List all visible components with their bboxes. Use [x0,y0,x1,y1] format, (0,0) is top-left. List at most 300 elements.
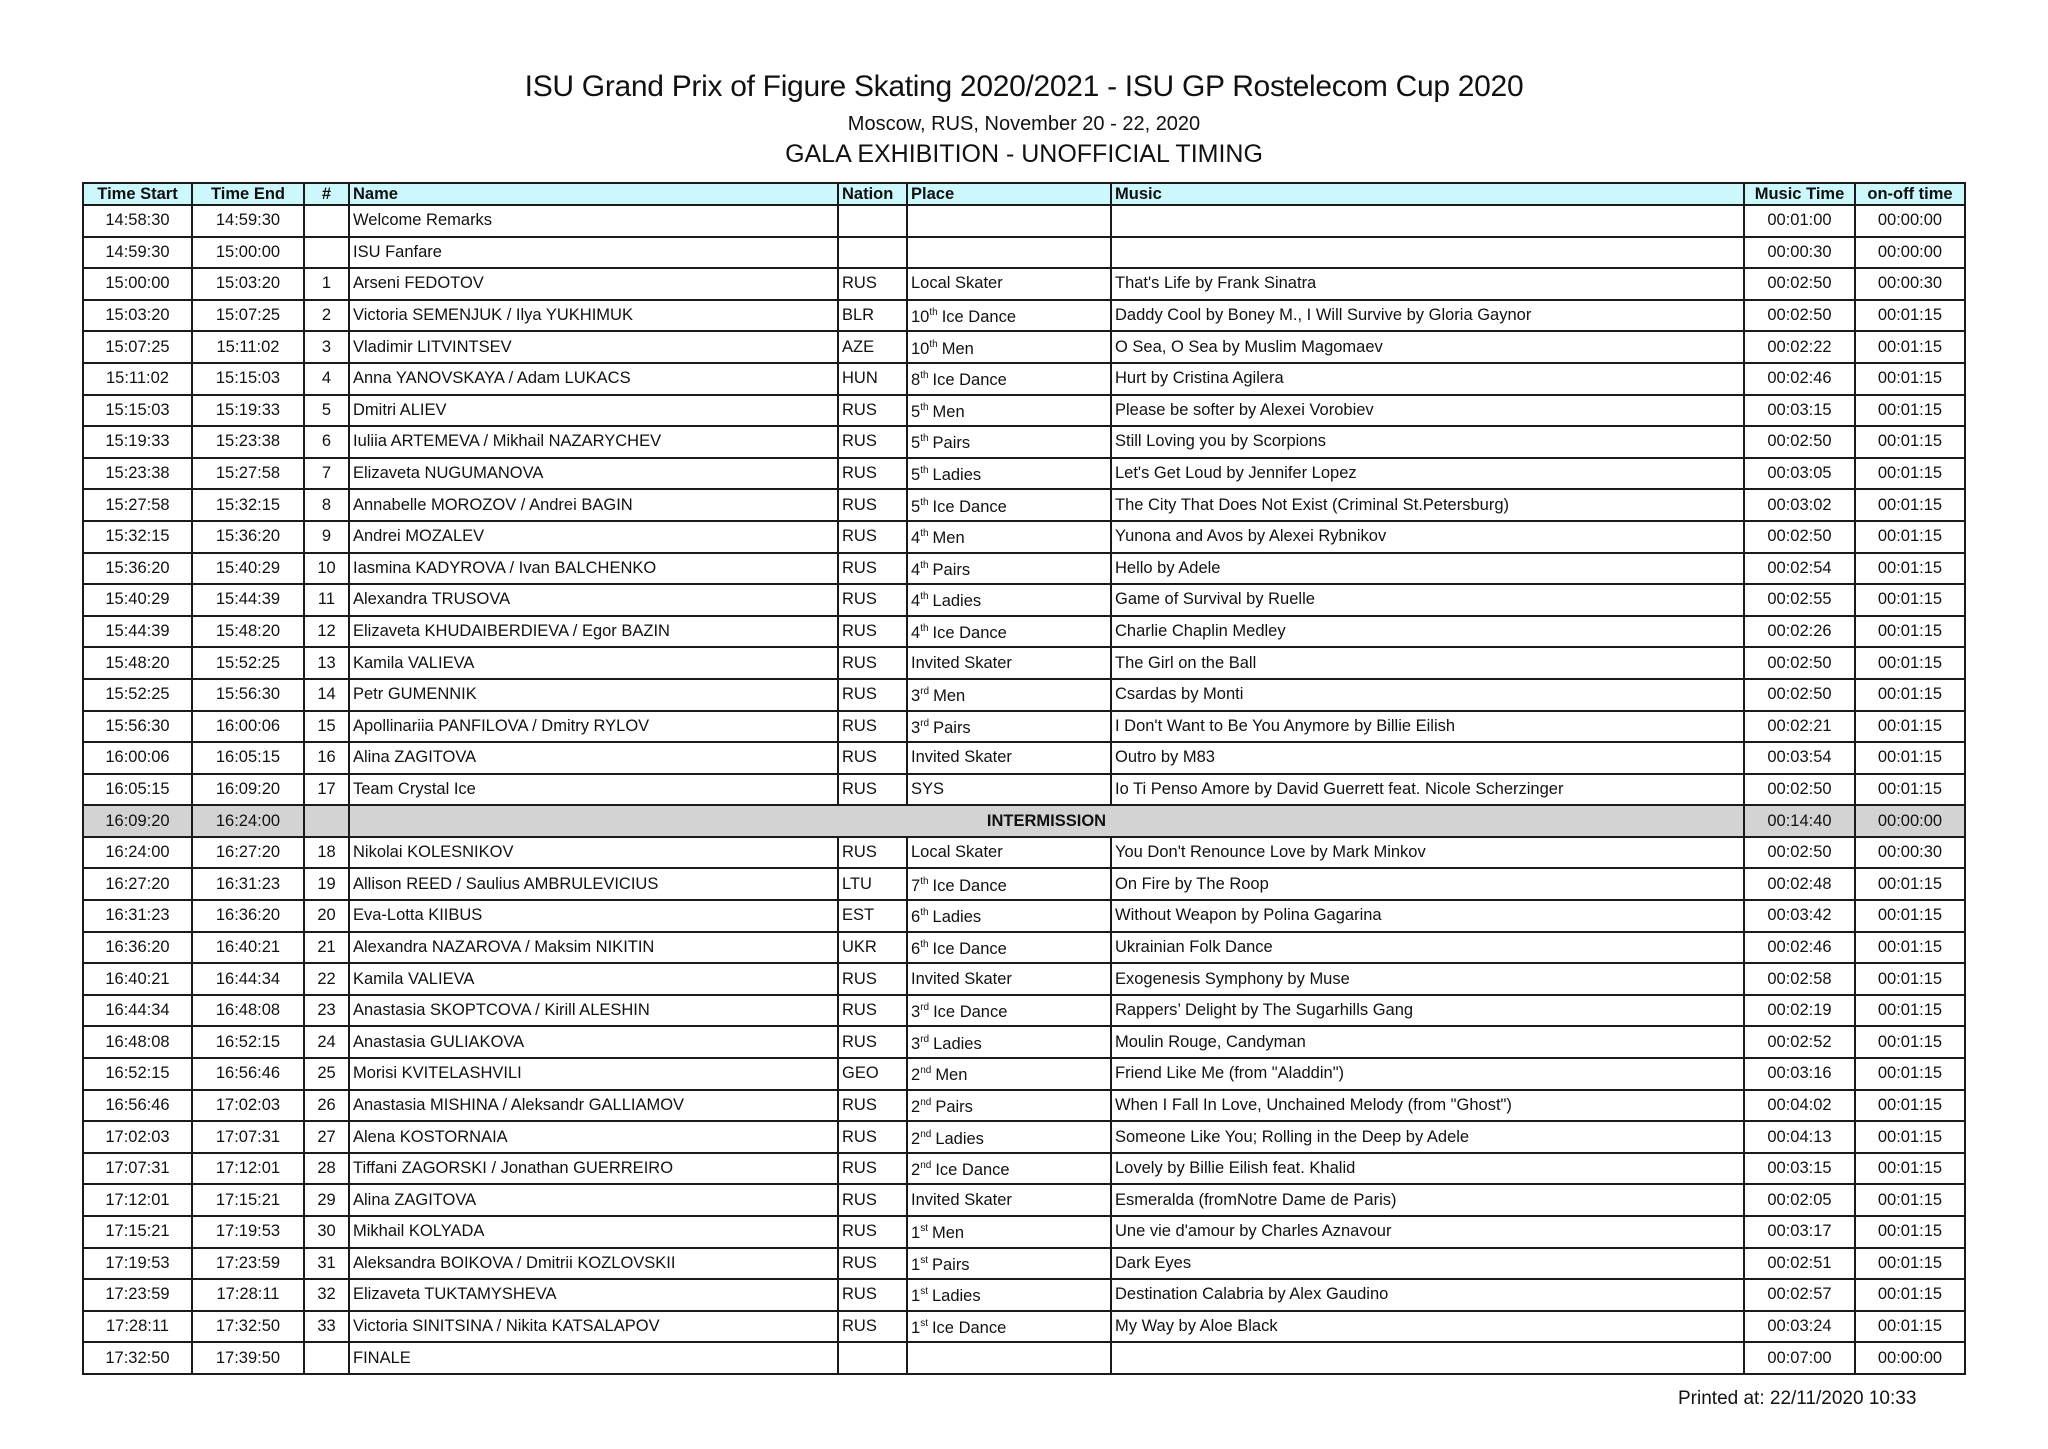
time-start-cell: 15:32:15 [83,521,192,553]
name-cell: Anastasia SKOPTCOVA / Kirill ALESHIN [349,995,838,1027]
nation-cell: RUS [838,711,907,743]
name-cell: Iuliia ARTEMEVA / Mikhail NAZARYCHEV [349,426,838,458]
place-rank: 1 [911,1287,921,1306]
number-cell: 14 [304,679,349,711]
name-cell: FINALE [349,1342,838,1374]
music-time-cell: 00:02:54 [1744,553,1855,585]
time-end-cell: 16:44:34 [192,963,304,995]
place-value [911,1256,970,1274]
place-cell [907,1090,1111,1122]
number-cell: 8 [304,489,349,521]
time-end-cell: 15:23:38 [192,426,304,458]
time-start-cell: 15:15:03 [83,395,192,427]
place-cell [907,900,1111,932]
time-end-cell: 16:05:15 [192,742,304,774]
place-rank: 4 [911,529,921,548]
time-end-cell: 15:56:30 [192,679,304,711]
place-value [911,1191,1012,1209]
place-cell [907,553,1111,585]
place-cell [907,932,1111,964]
table-row [83,1184,1965,1216]
place-cell [907,1279,1111,1311]
number-cell: 33 [304,1311,349,1343]
music-cell: Hello by Adele [1111,553,1744,585]
music-time-cell: 00:02:50 [1744,837,1855,869]
column-header-name: Name [349,183,838,205]
place-category: Men [941,339,974,358]
place-rank-suffix: rd [920,686,930,698]
time-start-cell: 16:52:15 [83,1058,192,1090]
on-off-time-cell: 00:00:30 [1855,837,1965,869]
place-category: Pairs [931,1255,970,1274]
music-time-cell: 00:04:13 [1744,1121,1855,1153]
time-end-cell: 15:27:58 [192,458,304,490]
number-cell: 5 [304,395,349,427]
nation-cell: RUS [838,774,907,806]
place-category: Pairs [932,434,971,453]
time-start-cell: 16:40:21 [83,963,192,995]
number-cell [304,1342,349,1374]
time-start-cell: 16:05:15 [83,774,192,806]
number-cell: 22 [304,963,349,995]
time-end-cell: 15:52:25 [192,647,304,679]
music-time-cell: 00:02:21 [1744,711,1855,743]
nation-cell: AZE [838,331,907,363]
place-value [911,654,1012,672]
number-cell: 23 [304,995,349,1027]
printed-at-timestamp: Printed at: 22/11/2020 10:33 [1678,1388,1917,1409]
place-cell [907,1184,1111,1216]
nation-cell: RUS [838,995,907,1027]
number-cell: 21 [304,932,349,964]
time-start-cell: 15:23:38 [83,458,192,490]
on-off-time-cell: 00:01:15 [1855,521,1965,553]
number-cell: 10 [304,553,349,585]
table-row [83,205,1965,237]
number-cell: 2 [304,300,349,332]
music-time-cell: 00:02:51 [1744,1248,1855,1280]
number-cell: 18 [304,837,349,869]
column-header-music: Music [1111,183,1744,205]
number-cell: 32 [304,1279,349,1311]
name-cell: Iasmina KADYROVA / Ivan BALCHENKO [349,553,838,585]
place-value [911,1035,982,1053]
place-rank: 1 [911,1224,921,1243]
number-cell: 25 [304,1058,349,1090]
place-rank-suffix: rd [920,717,930,729]
time-start-cell: 14:58:30 [83,205,192,237]
place-rank-suffix: nd [920,1160,932,1172]
place-cell [907,331,1111,363]
place-category: Ladies [933,1034,982,1053]
place-value [911,434,970,452]
on-off-time-cell: 00:01:15 [1855,584,1965,616]
time-end-cell: 16:27:20 [192,837,304,869]
place-category: Pairs [932,560,971,579]
place-rank-suffix: th [920,528,929,540]
place-category: Pairs [935,1097,973,1116]
name-cell: Welcome Remarks [349,205,838,237]
table-row [83,1090,1965,1122]
name-cell: Victoria SINITSINA / Nikita KATSALAPOV [349,1311,838,1343]
time-end-cell: 16:56:46 [192,1058,304,1090]
music-time-cell: 00:02:50 [1744,521,1855,553]
music-time-cell: 00:02:50 [1744,268,1855,300]
place-cell [907,679,1111,711]
place-value [911,1224,964,1242]
table-row [83,237,1965,269]
nation-cell: RUS [838,521,907,553]
on-off-time-cell: 00:01:15 [1855,1216,1965,1248]
music-time-cell: 00:03:16 [1744,1058,1855,1090]
nation-cell: RUS [838,395,907,427]
time-start-cell: 15:52:25 [83,679,192,711]
music-time-cell: 00:03:15 [1744,395,1855,427]
table-row [83,268,1965,300]
place-rank: 10 [911,339,930,358]
music-cell: I Don't Want to Be You Anymore by Billie Eilish [1111,711,1744,743]
place-rank-suffix: rd [920,1002,930,1014]
name-cell: Annabelle MOROZOV / Andrei BAGIN [349,489,838,521]
table-row [83,458,1965,490]
time-end-cell: 16:48:08 [192,995,304,1027]
music-cell [1111,205,1744,237]
place-category: Men [931,1224,965,1243]
place-rank: 1 [911,1319,921,1338]
music-cell: Io Ti Penso Amore by David Guerrett feat. Nicole Scherzinger [1111,774,1744,806]
time-start-cell: 16:27:20 [83,868,192,900]
on-off-time-cell: 00:01:15 [1855,995,1965,1027]
intermission-label: INTERMISSION [349,805,1744,837]
time-end-cell: 17:23:59 [192,1248,304,1280]
music-cell: When I Fall In Love, Unchained Melody (from "Ghost") [1111,1090,1744,1122]
name-cell: Mikhail KOLYADA [349,1216,838,1248]
place-value [911,1003,1007,1021]
table-row [83,1153,1965,1185]
table-row [83,395,1965,427]
nation-cell: RUS [838,489,907,521]
music-time-cell: 00:02:48 [1744,868,1855,900]
name-cell: Alexandra TRUSOVA [349,584,838,616]
music-cell: Friend Like Me (from "Aladdin") [1111,1058,1744,1090]
music-time-cell: 00:02:55 [1744,584,1855,616]
time-end-cell: 16:36:20 [192,900,304,932]
music-cell: Daddy Cool by Boney M., I Will Survive by Gloria Gaynor [1111,300,1744,332]
place-rank: 3 [911,1003,921,1022]
name-cell: Andrei MOZALEV [349,521,838,553]
on-off-time-cell: 00:01:15 [1855,742,1965,774]
time-end-cell: 15:40:29 [192,553,304,585]
on-off-time-cell: 00:00:00 [1855,237,1965,269]
place-rank-suffix: th [920,433,929,445]
name-cell: Eva-Lotta KIIBUS [349,900,838,932]
music-cell: Lovely by Billie Eilish feat. Khalid [1111,1153,1744,1185]
place-cell [907,458,1111,490]
music-time-cell: 00:02:26 [1744,616,1855,648]
on-off-time-cell: 00:00:00 [1855,1342,1965,1374]
time-end-cell: 17:28:11 [192,1279,304,1311]
place-rank-suffix: th [929,307,938,319]
time-start-cell: 16:09:20 [83,805,192,837]
time-start-cell: 16:00:06 [83,742,192,774]
time-end-cell: 17:12:01 [192,1153,304,1185]
on-off-time-cell: 00:00:00 [1855,805,1965,837]
place-rank: 6 [911,908,921,927]
place-cell [907,300,1111,332]
music-time-cell: 00:02:58 [1744,963,1855,995]
time-end-cell: 16:31:23 [192,868,304,900]
nation-cell: EST [838,900,907,932]
on-off-time-cell: 00:01:15 [1855,426,1965,458]
place-category: Ice Dance [932,371,1007,390]
place-rank: 2 [911,1066,921,1085]
number-cell: 3 [304,331,349,363]
name-cell: Arseni FEDOTOV [349,268,838,300]
name-cell: Allison REED / Saulius AMBRULEVICIUS [349,868,838,900]
name-cell: Kamila VALIEVA [349,963,838,995]
on-off-time-cell: 00:00:30 [1855,268,1965,300]
time-end-cell: 16:00:06 [192,711,304,743]
place-category: Men [933,687,966,706]
nation-cell [838,237,907,269]
column-header-time-end: Time End [192,183,304,205]
place-rank-suffix: st [920,1254,928,1266]
time-start-cell: 17:07:31 [83,1153,192,1185]
name-cell: Anastasia GULIAKOVA [349,1026,838,1058]
time-end-cell: 15:48:20 [192,616,304,648]
nation-cell: RUS [838,1026,907,1058]
on-off-time-cell: 00:01:15 [1855,1248,1965,1280]
nation-cell: RUS [838,1311,907,1343]
place-rank: 3 [911,718,921,737]
place-category: Local Skater [911,843,1003,862]
music-time-cell: 00:02:46 [1744,932,1855,964]
table-row [83,1311,1965,1343]
place-cell [907,521,1111,553]
number-cell: 30 [304,1216,349,1248]
music-cell: Esmeralda (fromNotre Dame de Paris) [1111,1184,1744,1216]
place-rank-suffix: th [920,370,929,382]
time-start-cell: 16:24:00 [83,837,192,869]
place-cell [907,237,1111,269]
music-cell: Rappers’ Delight by The Sugarhills Gang [1111,995,1744,1027]
music-cell: Yunona and Avos by Alexei Rybnikov [1111,521,1744,553]
place-category: Ice Dance [931,1319,1007,1338]
number-cell: 4 [304,363,349,395]
number-cell: 13 [304,647,349,679]
number-cell: 31 [304,1248,349,1280]
place-cell [907,1311,1111,1343]
number-cell: 19 [304,868,349,900]
nation-cell: GEO [838,1058,907,1090]
music-time-cell: 00:00:30 [1744,237,1855,269]
place-value [911,970,1012,988]
time-end-cell: 15:11:02 [192,331,304,363]
time-end-cell: 15:19:33 [192,395,304,427]
place-rank: 5 [911,497,921,516]
place-cell [907,363,1111,395]
place-rank: 2 [911,1161,921,1180]
table-row [83,553,1965,585]
on-off-time-cell: 00:01:15 [1855,1121,1965,1153]
place-category: Invited Skater [911,1190,1012,1209]
music-cell: The Girl on the Ball [1111,647,1744,679]
time-start-cell: 15:27:58 [83,489,192,521]
time-end-cell: 15:03:20 [192,268,304,300]
number-cell: 26 [304,1090,349,1122]
table-row [83,1279,1965,1311]
place-cell [907,647,1111,679]
name-cell: Aleksandra BOIKOVA / Dmitrii KOZLOVSKII [349,1248,838,1280]
table-row [83,1248,1965,1280]
nation-cell: RUS [838,679,907,711]
number-cell: 9 [304,521,349,553]
music-cell: Please be softer by Alexei Vorobiev [1111,395,1744,427]
place-cell [907,616,1111,648]
place-value [911,719,971,737]
time-start-cell: 15:03:20 [83,300,192,332]
time-end-cell: 15:36:20 [192,521,304,553]
table-body [83,205,1965,1374]
time-end-cell: 17:39:50 [192,1342,304,1374]
place-rank: 2 [911,1129,921,1148]
music-cell: Hurt by Cristina Agilera [1111,363,1744,395]
column-header-music-time: Music Time [1744,183,1855,205]
place-rank-suffix: nd [920,1128,932,1140]
place-value [911,561,970,579]
nation-cell: RUS [838,1279,907,1311]
place-rank: 5 [911,466,921,485]
place-value [911,466,981,484]
place-value [911,403,965,421]
nation-cell: UKR [838,932,907,964]
on-off-time-cell: 00:01:15 [1855,1090,1965,1122]
table-header-row [83,183,1965,205]
time-end-cell: 17:15:21 [192,1184,304,1216]
on-off-time-cell: 00:01:15 [1855,300,1965,332]
place-category: Invited Skater [911,748,1012,767]
on-off-time-cell: 00:01:15 [1855,1311,1965,1343]
on-off-time-cell: 00:01:15 [1855,616,1965,648]
time-start-cell: 16:48:08 [83,1026,192,1058]
nation-cell: RUS [838,1216,907,1248]
music-time-cell: 00:03:05 [1744,458,1855,490]
place-cell [907,1026,1111,1058]
place-rank-suffix: th [920,623,929,635]
time-end-cell: 16:52:15 [192,1026,304,1058]
place-rank: 8 [911,371,921,390]
on-off-time-cell: 00:01:15 [1855,331,1965,363]
place-rank: 6 [911,939,921,958]
place-rank: 1 [911,1255,921,1274]
timing-table [82,182,1966,1375]
table-row [83,521,1965,553]
nation-cell: RUS [838,553,907,585]
music-cell: The City That Does Not Exist (Criminal St.Petersburg) [1111,489,1744,521]
time-start-cell: 16:36:20 [83,932,192,964]
place-value [911,780,944,798]
time-end-cell: 16:40:21 [192,932,304,964]
place-cell [907,1216,1111,1248]
on-off-time-cell: 00:00:00 [1855,205,1965,237]
place-value [911,1319,1006,1337]
time-end-cell: 17:19:53 [192,1216,304,1248]
table-row [83,300,1965,332]
music-time-cell: 00:02:46 [1744,363,1855,395]
place-rank: 2 [911,1097,921,1116]
place-rank: 10 [911,308,930,327]
music-cell: Let's Get Loud by Jennifer Lopez [1111,458,1744,490]
music-cell: You Don't Renounce Love by Mark Minkov [1111,837,1744,869]
place-value [911,274,1003,292]
on-off-time-cell: 00:01:15 [1855,363,1965,395]
table-row [83,868,1965,900]
number-cell: 16 [304,742,349,774]
on-off-time-cell: 00:01:15 [1855,1058,1965,1090]
nation-cell: RUS [838,1184,907,1216]
place-category: Ice Dance [932,876,1007,895]
place-value [911,308,1016,326]
place-category: Ice Dance [932,497,1007,516]
music-cell: Une vie d'amour by Charles Aznavour [1111,1216,1744,1248]
place-cell [907,1248,1111,1280]
time-start-cell: 17:28:11 [83,1311,192,1343]
number-cell: 28 [304,1153,349,1185]
time-start-cell: 15:36:20 [83,553,192,585]
place-rank: 3 [911,1034,921,1053]
music-cell: Ukrainian Folk Dance [1111,932,1744,964]
place-cell [907,1121,1111,1153]
music-cell: Someone Like You; Rolling in the Deep by Adele [1111,1121,1744,1153]
on-off-time-cell: 00:01:15 [1855,553,1965,585]
place-rank: 5 [911,402,921,421]
on-off-time-cell: 00:01:15 [1855,679,1965,711]
table-row [83,679,1965,711]
place-category: Ice Dance [941,308,1016,327]
nation-cell [838,205,907,237]
name-cell: Anna YANOVSKAYA / Adam LUKACS [349,363,838,395]
table-row [83,711,1965,743]
music-cell: My Way by Aloe Black [1111,1311,1744,1343]
place-cell [907,742,1111,774]
music-time-cell: 00:02:50 [1744,300,1855,332]
music-cell: Without Weapon by Polina Gagarina [1111,900,1744,932]
column-header-time-start: Time Start [83,183,192,205]
time-start-cell: 17:32:50 [83,1342,192,1374]
music-time-cell: 00:02:50 [1744,679,1855,711]
music-time-cell: 00:03:54 [1744,742,1855,774]
nation-cell: BLR [838,300,907,332]
time-end-cell: 15:00:00 [192,237,304,269]
table-row [83,1121,1965,1153]
place-cell [907,268,1111,300]
nation-cell: RUS [838,426,907,458]
music-cell: Still Loving you by Scorpions [1111,426,1744,458]
place-rank-suffix: th [920,465,929,477]
music-time-cell: 00:03:02 [1744,489,1855,521]
name-cell: Tiffani ZAGORSKI / Jonathan GUERREIRO [349,1153,838,1185]
music-time-cell: 00:02:57 [1744,1279,1855,1311]
time-end-cell: 14:59:30 [192,205,304,237]
place-value [911,748,1012,766]
music-time-cell: 00:02:50 [1744,426,1855,458]
place-rank-suffix: th [920,496,929,508]
place-category: Ice Dance [932,624,1007,643]
column-header-nation: Nation [838,183,907,205]
on-off-time-cell: 00:01:15 [1855,489,1965,521]
music-cell: Game of Survival by Ruelle [1111,584,1744,616]
place-category: Men [932,529,965,548]
